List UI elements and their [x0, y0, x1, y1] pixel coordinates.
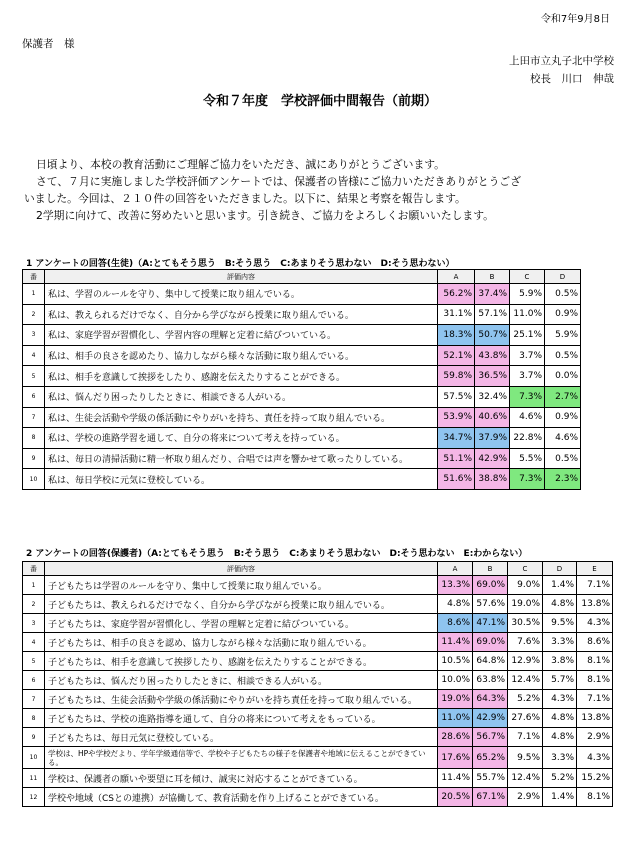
evaluation-item: 子どもたちは、相手を意識して挨拶したり、感謝を伝えたりすることができる。 — [45, 652, 438, 671]
table-row — [23, 747, 613, 769]
column-header: D — [545, 270, 581, 284]
percent-cell: 5.9% — [510, 284, 545, 305]
intro-line: さて、７月に実施しました学校評価アンケートでは、保護者の皆様にご協力いただきありがとうござ — [36, 175, 521, 188]
column-header: C — [510, 270, 545, 284]
row-number: 2 — [23, 304, 45, 325]
percent-cell: 67.1% — [473, 788, 508, 807]
percent-cell: 2.7% — [545, 386, 581, 407]
evaluation-item: 子どもたちは、家庭学習が習慣化し、学習の理解と定着に結びついている。 — [45, 614, 438, 633]
row-number: 5 — [23, 366, 45, 387]
percent-cell: 3.3% — [543, 747, 577, 769]
table-row — [23, 386, 581, 407]
percent-cell: 3.8% — [543, 652, 577, 671]
table-row — [23, 595, 613, 614]
percent-cell: 7.1% — [577, 576, 613, 595]
percent-cell: 64.3% — [473, 690, 508, 709]
evaluation-item: 私は、教えられるだけでなく、自分から学びながら授業に取り組んでいる。 — [45, 304, 438, 325]
percent-cell: 25.1% — [510, 325, 545, 346]
percent-cell: 40.6% — [475, 407, 510, 428]
percent-cell: 4.8% — [438, 595, 473, 614]
evaluation-item: 子どもたちは、教えられるだけでなく、自分から学びながら授業に取り組んでいる。 — [45, 595, 438, 614]
evaluation-item: 私は、生徒会活動や学級の係活動にやりがいを持ち、責任を持って取り組んでいる。 — [45, 407, 438, 428]
percent-cell: 0.5% — [545, 345, 581, 366]
percent-cell: 10.5% — [438, 652, 473, 671]
row-number: 5 — [23, 652, 45, 671]
percent-cell: 5.2% — [508, 690, 543, 709]
percent-cell: 42.9% — [473, 709, 508, 728]
percent-cell: 50.7% — [475, 325, 510, 346]
table-row — [23, 709, 613, 728]
row-number: 1 — [23, 284, 45, 305]
percent-cell: 59.8% — [438, 366, 475, 387]
evaluation-item: 私は、相手の良さを認めたり、協力しながら様々な活動に取り組んでいる。 — [45, 345, 438, 366]
column-header: C — [508, 562, 543, 576]
row-number: 8 — [23, 709, 45, 728]
percent-cell: 12.4% — [508, 671, 543, 690]
row-number: 3 — [23, 614, 45, 633]
percent-cell: 3.7% — [510, 345, 545, 366]
table-row — [23, 407, 581, 428]
table-row — [23, 366, 581, 387]
percent-cell: 9.0% — [508, 576, 543, 595]
percent-cell: 51.6% — [438, 469, 475, 490]
table-row — [23, 304, 581, 325]
percent-cell: 4.3% — [577, 747, 613, 769]
row-number: 4 — [23, 345, 45, 366]
percent-cell: 13.3% — [438, 576, 473, 595]
column-header: E — [577, 562, 613, 576]
row-number: 10 — [23, 469, 45, 490]
column-header: 番 — [23, 270, 45, 284]
table-row — [23, 690, 613, 709]
evaluation-item: 私は、悩んだり困ったりしたときに、相談できる人がいる。 — [45, 386, 438, 407]
recipient: 保護者 様 — [22, 38, 75, 50]
evaluation-item: 子どもたちは、生徒会活動や学級の係活動にやりがいを持ち責任を持って取り組んでいる。 — [45, 690, 438, 709]
row-number: 2 — [23, 595, 45, 614]
table-row — [23, 448, 581, 469]
percent-cell: 11.0% — [438, 709, 473, 728]
percent-cell: 8.6% — [438, 614, 473, 633]
percent-cell: 27.6% — [508, 709, 543, 728]
percent-cell: 4.8% — [543, 709, 577, 728]
table-row — [23, 633, 613, 652]
percent-cell: 65.2% — [473, 747, 508, 769]
column-header: 評価内容 — [45, 270, 438, 284]
percent-cell: 2.9% — [508, 788, 543, 807]
page-title: 令和７年度 学校評価中間報告（前期） — [202, 94, 437, 109]
student-survey-table — [22, 269, 581, 490]
percent-cell: 4.8% — [543, 595, 577, 614]
percent-cell: 4.6% — [510, 407, 545, 428]
percent-cell: 7.6% — [508, 633, 543, 652]
percent-cell: 19.0% — [508, 595, 543, 614]
percent-cell: 4.8% — [543, 728, 577, 747]
percent-cell: 12.9% — [508, 652, 543, 671]
table-row — [23, 284, 581, 305]
percent-cell: 7.3% — [510, 386, 545, 407]
row-number: 9 — [23, 448, 45, 469]
percent-cell: 13.8% — [577, 709, 613, 728]
column-header: 番 — [23, 562, 45, 576]
evaluation-item: 私は、毎日の清掃活動に精一杯取り組んだり、合唱では声を響かせて歌ったりしている。 — [45, 448, 438, 469]
percent-cell: 5.5% — [510, 448, 545, 469]
percent-cell: 7.1% — [577, 690, 613, 709]
evaluation-item: 子どもたちは、毎日元気に登校している。 — [45, 728, 438, 747]
percent-cell: 0.9% — [545, 407, 581, 428]
percent-cell: 1.4% — [543, 788, 577, 807]
percent-cell: 37.9% — [475, 428, 510, 449]
percent-cell: 42.9% — [475, 448, 510, 469]
evaluation-item: 子どもたちは、悩んだり困ったりしたときに、相談できる人がいる。 — [45, 671, 438, 690]
table-row — [23, 614, 613, 633]
percent-cell: 63.8% — [473, 671, 508, 690]
percent-cell: 30.5% — [508, 614, 543, 633]
percent-cell: 15.2% — [577, 769, 613, 788]
percent-cell: 0.9% — [545, 304, 581, 325]
column-header: D — [543, 562, 577, 576]
percent-cell: 34.7% — [438, 428, 475, 449]
percent-cell: 38.8% — [475, 469, 510, 490]
row-number: 6 — [23, 671, 45, 690]
percent-cell: 20.5% — [438, 788, 473, 807]
percent-cell: 11.0% — [510, 304, 545, 325]
evaluation-item: 私は、家庭学習が習慣化し、学習内容の理解と定着に結びついている。 — [45, 325, 438, 346]
row-number: 9 — [23, 728, 45, 747]
column-header: A — [438, 562, 473, 576]
row-number: 3 — [23, 325, 45, 346]
parent-survey-table — [22, 561, 613, 807]
percent-cell: 43.8% — [475, 345, 510, 366]
percent-cell: 3.7% — [510, 366, 545, 387]
percent-cell: 3.3% — [543, 633, 577, 652]
percent-cell: 28.6% — [438, 728, 473, 747]
table-row — [23, 428, 581, 449]
principal-name: 校長 川口 伸哉 — [530, 73, 614, 85]
row-number: 11 — [23, 769, 45, 788]
evaluation-item: 私は、相手を意識して挨拶をしたり、感謝を伝えたりすることができる。 — [45, 366, 438, 387]
percent-cell: 9.5% — [543, 614, 577, 633]
percent-cell: 11.4% — [438, 633, 473, 652]
percent-cell: 0.0% — [545, 366, 581, 387]
evaluation-item: 子どもたちは、相手の良さを認め、協力しながら様々な活動に取り組んでいる。 — [45, 633, 438, 652]
row-number: 6 — [23, 386, 45, 407]
percent-cell: 12.4% — [508, 769, 543, 788]
column-header: 評価内容 — [45, 562, 438, 576]
percent-cell: 52.1% — [438, 345, 475, 366]
percent-cell: 69.0% — [473, 576, 508, 595]
evaluation-item: 私は、学習のルールを守り、集中して授業に取り組んでいる。 — [45, 284, 438, 305]
percent-cell: 64.8% — [473, 652, 508, 671]
percent-cell: 8.1% — [577, 788, 613, 807]
row-number: 7 — [23, 690, 45, 709]
percent-cell: 22.8% — [510, 428, 545, 449]
table-row — [23, 788, 613, 807]
column-header: B — [475, 270, 510, 284]
row-number: 12 — [23, 788, 45, 807]
percent-cell: 4.3% — [577, 614, 613, 633]
percent-cell: 7.3% — [510, 469, 545, 490]
percent-cell: 5.9% — [545, 325, 581, 346]
column-header: B — [473, 562, 508, 576]
percent-cell: 10.0% — [438, 671, 473, 690]
evaluation-item: 学校や地域（CSとの連携）が協働して、教育活動を作り上げることができている。 — [45, 788, 438, 807]
percent-cell: 57.5% — [438, 386, 475, 407]
percent-cell: 1.4% — [543, 576, 577, 595]
percent-cell: 4.6% — [545, 428, 581, 449]
row-number: 10 — [23, 747, 45, 769]
percent-cell: 5.7% — [543, 671, 577, 690]
row-number: 1 — [23, 576, 45, 595]
percent-cell: 55.7% — [473, 769, 508, 788]
percent-cell: 47.1% — [473, 614, 508, 633]
percent-cell: 53.9% — [438, 407, 475, 428]
column-header: A — [438, 270, 475, 284]
percent-cell: 56.2% — [438, 284, 475, 305]
percent-cell: 51.1% — [438, 448, 475, 469]
percent-cell: 17.6% — [438, 747, 473, 769]
table-header-row — [23, 562, 613, 576]
school-name: 上田市立丸子北中学校 — [509, 55, 614, 67]
intro-line: 日頃より、本校の教育活動にご理解ご協力をいただき、誠にありがとうございます。 — [36, 158, 445, 171]
evaluation-item: 私は、学校の進路学習を通して、自分の将来について考えを持っている。 — [45, 428, 438, 449]
percent-cell: 5.2% — [543, 769, 577, 788]
percent-cell: 31.1% — [438, 304, 475, 325]
percent-cell: 2.9% — [577, 728, 613, 747]
percent-cell: 11.4% — [438, 769, 473, 788]
percent-cell: 8.6% — [577, 633, 613, 652]
percent-cell: 0.5% — [545, 448, 581, 469]
table-row — [23, 325, 581, 346]
section2-heading: 2 アンケートの回答(保護者)（A:とてもそう思う B:そう思う C:あまりそう思わない D:そう思わない E:わからない） — [26, 549, 528, 559]
percent-cell: 13.8% — [577, 595, 613, 614]
percent-cell: 7.1% — [508, 728, 543, 747]
percent-cell: 57.6% — [473, 595, 508, 614]
evaluation-item: 子どもたちは、学校の進路指導を通して、自分の将来について考えをもっている。 — [45, 709, 438, 728]
section1-heading: 1 アンケートの回答(生徒)（A:とてもそう思う B:そう思う C:あまりそう思わない D:そう思わない） — [26, 259, 455, 269]
table-row — [23, 576, 613, 595]
intro-text — [24, 156, 620, 224]
percent-cell: 36.5% — [475, 366, 510, 387]
intro-line: 2学期に向けて、改善に努めたいと思います。引き続き、ご協力をよろしくお願いいたします。 — [36, 209, 494, 222]
percent-cell: 2.3% — [545, 469, 581, 490]
table-row — [23, 671, 613, 690]
report-date: 令和7年9月8日 — [540, 14, 610, 25]
percent-cell: 8.1% — [577, 671, 613, 690]
percent-cell: 8.1% — [577, 652, 613, 671]
evaluation-item: 子どもたちは学習のルールを守り、集中して授業に取り組んでいる。 — [45, 576, 438, 595]
percent-cell: 9.5% — [508, 747, 543, 769]
percent-cell: 37.4% — [475, 284, 510, 305]
percent-cell: 57.1% — [475, 304, 510, 325]
evaluation-item: 私は、毎日学校に元気に登校している。 — [45, 469, 438, 490]
percent-cell: 0.5% — [545, 284, 581, 305]
intro-line: いました。今回は、２１０件の回答をいただきました。以下に、結果と考察を報告します。 — [24, 192, 466, 205]
percent-cell: 19.0% — [438, 690, 473, 709]
table-header-row — [23, 270, 581, 284]
percent-cell: 69.0% — [473, 633, 508, 652]
table-row — [23, 345, 581, 366]
percent-cell: 56.7% — [473, 728, 508, 747]
table-row — [23, 769, 613, 788]
table-row — [23, 728, 613, 747]
percent-cell: 4.3% — [543, 690, 577, 709]
table-row — [23, 469, 581, 490]
row-number: 4 — [23, 633, 45, 652]
evaluation-item: 学校は、HPや学校だより、学年学級通信等で、学校や子どもたちの様子を保護者や地域に伝えることができている。 — [45, 747, 438, 769]
row-number: 7 — [23, 407, 45, 428]
evaluation-item: 学校は、保護者の願いや要望に耳を傾け、誠実に対応することができている。 — [45, 769, 438, 788]
table-row — [23, 652, 613, 671]
percent-cell: 18.3% — [438, 325, 475, 346]
percent-cell: 32.4% — [475, 386, 510, 407]
row-number: 8 — [23, 428, 45, 449]
